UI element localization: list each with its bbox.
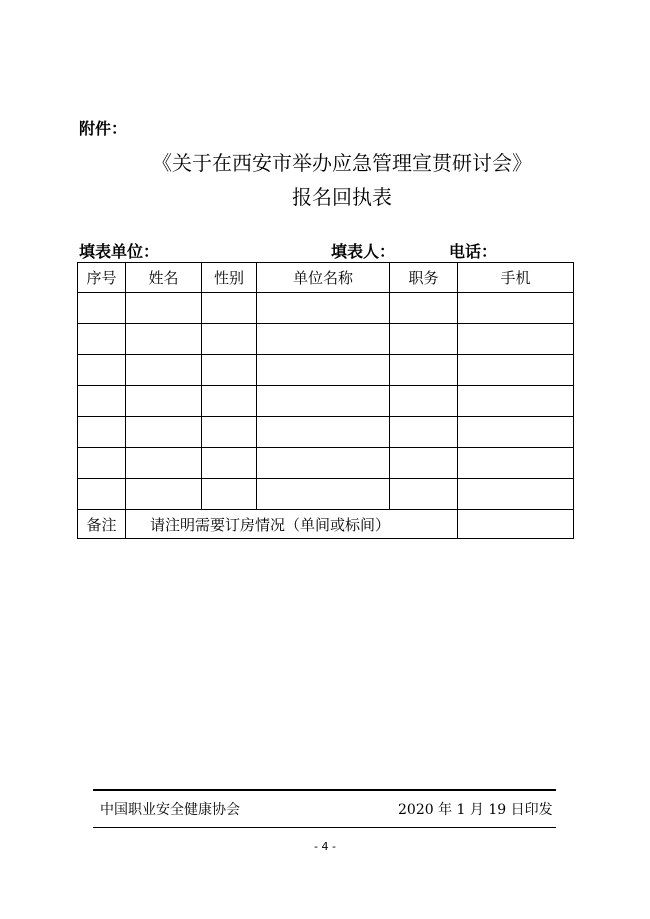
table-row <box>78 448 574 479</box>
cell-organization[interactable] <box>257 324 390 355</box>
registration-table <box>77 262 574 539</box>
cell-serial[interactable] <box>78 386 126 417</box>
table-header-row <box>78 263 574 293</box>
cell-mobile[interactable] <box>458 324 574 355</box>
cell-organization[interactable] <box>257 417 390 448</box>
cell-name[interactable] <box>126 324 202 355</box>
cell-name[interactable] <box>126 355 202 386</box>
remarks-label: 备注 <box>78 510 126 539</box>
remarks-text: 请注明需要订房情况（单间或标间） <box>126 510 458 539</box>
footer-bottom-rule <box>93 827 556 828</box>
footer-issue-date: 2020 年 1 月 19 日印发 <box>398 802 553 818</box>
column-header-mobile: 手机 <box>458 263 574 293</box>
cell-gender[interactable] <box>202 355 257 386</box>
cell-gender[interactable] <box>202 324 257 355</box>
cell-gender[interactable] <box>202 479 257 510</box>
cell-position[interactable] <box>390 448 458 479</box>
cell-serial[interactable] <box>78 355 126 386</box>
cell-organization[interactable] <box>257 293 390 324</box>
cell-mobile[interactable] <box>458 355 574 386</box>
cell-organization[interactable] <box>257 479 390 510</box>
table-row <box>78 417 574 448</box>
cell-position[interactable] <box>390 355 458 386</box>
column-header-organization: 单位名称 <box>257 263 390 293</box>
cell-serial[interactable] <box>78 417 126 448</box>
cell-position[interactable] <box>390 417 458 448</box>
cell-organization[interactable] <box>257 386 390 417</box>
table-row <box>78 324 574 355</box>
cell-name[interactable] <box>126 448 202 479</box>
cell-serial[interactable] <box>78 324 126 355</box>
cell-name[interactable] <box>126 386 202 417</box>
cell-mobile[interactable] <box>458 417 574 448</box>
table-row <box>78 355 574 386</box>
column-header-serial: 序号 <box>78 263 126 293</box>
table-row <box>78 293 574 324</box>
cell-gender[interactable] <box>202 386 257 417</box>
cell-organization[interactable] <box>257 355 390 386</box>
cell-gender[interactable] <box>202 417 257 448</box>
column-header-name: 姓名 <box>126 263 202 293</box>
cell-mobile[interactable] <box>458 293 574 324</box>
cell-gender[interactable] <box>202 448 257 479</box>
cell-position[interactable] <box>390 324 458 355</box>
column-header-gender: 性别 <box>202 263 257 293</box>
cell-name[interactable] <box>126 293 202 324</box>
cell-mobile[interactable] <box>458 448 574 479</box>
cell-position[interactable] <box>390 386 458 417</box>
cell-gender[interactable] <box>202 293 257 324</box>
attachment-label: 附件： <box>79 119 128 138</box>
cell-organization[interactable] <box>257 448 390 479</box>
phone-label: 电话： <box>449 242 498 261</box>
page-number: - 4 - <box>314 840 336 853</box>
cell-serial[interactable] <box>78 479 126 510</box>
cell-name[interactable] <box>126 479 202 510</box>
cell-mobile[interactable] <box>458 479 574 510</box>
cell-position[interactable] <box>390 293 458 324</box>
footer-top-rule <box>93 789 556 791</box>
footer-organization: 中国职业安全健康协会 <box>100 802 240 818</box>
document-subtitle: 报名回执表 <box>292 185 392 209</box>
remarks-blank-cell[interactable] <box>458 510 574 539</box>
cell-position[interactable] <box>390 479 458 510</box>
remarks-row <box>78 510 574 539</box>
table-row <box>78 479 574 510</box>
document-title: 《关于在西安市举办应急管理宣贯研讨会》 <box>152 151 532 175</box>
cell-serial[interactable] <box>78 293 126 324</box>
filling-unit-label: 填表单位： <box>79 242 160 261</box>
column-header-position: 职务 <box>390 263 458 293</box>
filler-name-label: 填表人： <box>331 242 396 261</box>
cell-name[interactable] <box>126 417 202 448</box>
cell-serial[interactable] <box>78 448 126 479</box>
cell-mobile[interactable] <box>458 386 574 417</box>
table-row <box>78 386 574 417</box>
